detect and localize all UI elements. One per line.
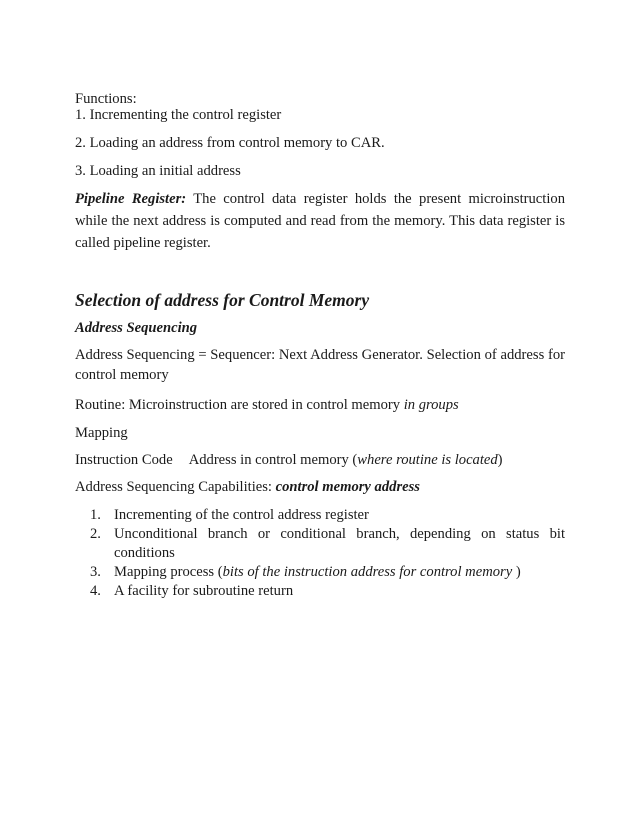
functions-title: Functions: (75, 91, 137, 107)
address-prefix: Address in control memory ( (188, 452, 358, 468)
capabilities-line (75, 478, 420, 496)
list-item-number: 3. (90, 564, 101, 580)
list-item (90, 506, 565, 525)
capabilities-prefix: Address Sequencing Capabilities: (75, 479, 276, 495)
section-subheading: Address Sequencing (75, 320, 198, 336)
list-item-text: Incrementing of the control address register (114, 507, 369, 523)
pipeline-text: The control data register holds the present microinstruction while the next address is computed and read from the memory. This data register is called pipeline register. (75, 191, 565, 251)
list-item-text: Mapping process ( (114, 564, 223, 580)
routine-prefix: Routine: Microinstruction are stored in control memory (75, 397, 404, 413)
function-item-3: 3. Loading an initial address (75, 163, 241, 179)
list-item-number: 1. (90, 507, 101, 523)
list-item-text: A facility for subroutine return (114, 583, 294, 599)
address-suffix: ) (497, 452, 503, 468)
capabilities-bold: control memory address (275, 479, 420, 495)
list-item (90, 525, 565, 563)
definition-paragraph: Address Sequencing = Sequencer: Next Address Generator. Selection of address for control memory (75, 347, 565, 383)
mapping-line: Mapping (75, 425, 128, 441)
list-item-text: Unconditional branch or conditional branch, depending on status bit conditions (114, 526, 565, 561)
pipeline-label: Pipeline Register: (75, 191, 187, 207)
instruction-code-line (75, 451, 503, 469)
capabilities-list (90, 506, 565, 601)
routine-italic: in groups (403, 397, 459, 413)
instruction-code-label: Instruction Code (75, 452, 173, 468)
list-item-number: 2. (90, 526, 101, 542)
function-item-2: 2. Loading an address from control memory to CAR. (75, 135, 385, 151)
pipeline-paragraph (75, 188, 565, 254)
list-item-italic: bits of the instruction address for control memory (222, 564, 516, 580)
list-item-number: 4. (90, 583, 101, 599)
list-item-suffix: ) (515, 564, 521, 580)
address-italic: where routine is located (357, 452, 498, 468)
function-item-1: 1. Incrementing the control register (75, 107, 282, 123)
section-heading: Selection of address for Control Memory (75, 290, 370, 310)
list-item (90, 563, 565, 582)
routine-line (75, 396, 459, 414)
list-item (90, 582, 565, 601)
